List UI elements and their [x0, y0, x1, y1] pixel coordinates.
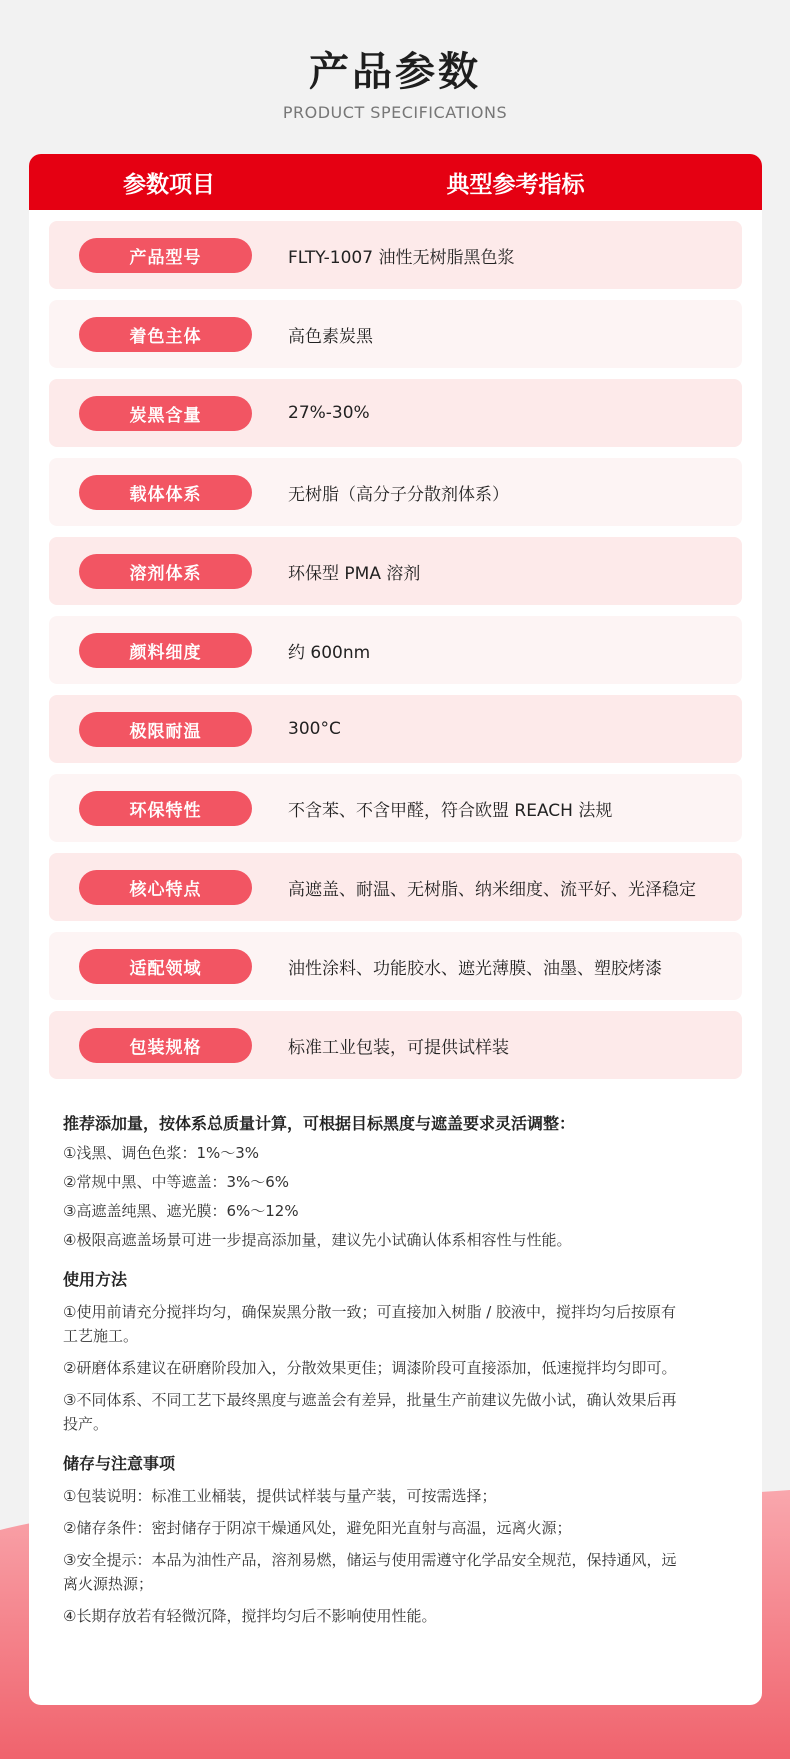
spec-value: 环保型 PMA 溶剂 — [288, 563, 421, 584]
usage-line: ③不同体系、不同工艺下最终黑度与遮盖会有差异，批量生产前建议先做小试，确认效果后再 — [63, 1391, 677, 1409]
spec-label: 适配领域 — [79, 949, 252, 984]
page-title: 产品参数 — [309, 49, 481, 95]
spec-row — [49, 774, 742, 842]
spec-row — [49, 458, 742, 526]
spec-row — [49, 221, 742, 289]
storage-item — [63, 1516, 728, 1540]
storage-item — [63, 1484, 728, 1508]
dosage-item: ①浅黑、调色色浆：1%～3% — [63, 1144, 260, 1162]
spec-rows — [29, 221, 762, 1079]
spec-row — [49, 379, 742, 447]
spec-value: 高色素炭黑 — [288, 326, 373, 347]
spec-row — [49, 853, 742, 921]
storage-line: ③安全提示：本品为油性产品，溶剂易燃，储运与使用需遵守化学品安全规范，保持通风，远 — [63, 1551, 677, 1569]
spec-label: 溶剂体系 — [79, 554, 252, 589]
usage-item — [63, 1300, 728, 1348]
spec-label: 颜料细度 — [79, 633, 252, 668]
storage-line: ①包装说明：标准工业桶装，提供试样装与量产装，可按需选择； — [63, 1487, 497, 1505]
usage-item — [63, 1356, 728, 1380]
storage-heading: 储存与注意事项 — [63, 1454, 176, 1473]
storage-item — [63, 1604, 728, 1628]
usage-line: 工艺施工。 — [63, 1327, 139, 1345]
header-value: 典型参考指标 — [446, 171, 585, 198]
spec-value: 无树脂（高分子分散剂体系） — [288, 484, 509, 505]
spec-value: 不含苯、不含甲醛，符合欧盟 REACH 法规 — [288, 800, 613, 821]
spec-row — [49, 616, 742, 684]
spec-value: 高遮盖、耐温、无树脂、纳米细度、流平好、光泽稳定 — [288, 879, 696, 900]
usage-item — [63, 1388, 728, 1436]
header-param: 参数项目 — [123, 171, 215, 198]
storage-line: 离火源热源； — [63, 1575, 154, 1593]
spec-row — [49, 695, 742, 763]
spec-label: 核心特点 — [79, 870, 252, 905]
spec-value: 油性涂料、功能胶水、遮光薄膜、油墨、塑胶烤漆 — [288, 958, 662, 979]
spec-label: 包装规格 — [79, 1028, 252, 1063]
spec-value: 300°C — [288, 719, 341, 739]
dosage-item: ④极限高遮盖场景可进一步提高添加量，建议先小试确认体系相容性与性能。 — [63, 1231, 572, 1249]
notes-section — [29, 1090, 762, 1628]
spec-row — [49, 300, 742, 368]
usage-line: 投产。 — [63, 1415, 109, 1433]
usage-heading: 使用方法 — [63, 1270, 128, 1289]
usage-line: ①使用前请充分搅拌均匀，确保炭黑分散一致；可直接加入树脂 / 胶液中，搅拌均匀后按原有 — [63, 1303, 677, 1321]
spec-row — [49, 932, 742, 1000]
usage-line: ②研磨体系建议在研磨阶段加入，分散效果更佳；调漆阶段可直接添加，低速搅拌均匀即可。 — [63, 1359, 677, 1377]
dosage-item: ③高遮盖纯黑、遮光膜：6%～12% — [63, 1202, 299, 1220]
spec-label: 极限耐温 — [79, 712, 252, 747]
spec-value: 标准工业包装，可提供试样装 — [288, 1037, 509, 1058]
page-header — [0, 0, 790, 150]
spec-value: FLTY-1007 油性无树脂黑色浆 — [288, 247, 515, 268]
spec-card — [29, 154, 762, 1705]
spec-label: 环保特性 — [79, 791, 252, 826]
dosage-heading: 推荐添加量，按体系总质量计算，可根据目标黑度与遮盖要求灵活调整： — [63, 1114, 576, 1133]
storage-item — [63, 1548, 728, 1596]
storage-line: ④长期存放若有轻微沉降，搅拌均匀后不影响使用性能。 — [63, 1607, 437, 1625]
spec-value: 约 600nm — [288, 642, 371, 663]
spec-row — [49, 537, 742, 605]
storage-line: ②储存条件：密封储存于阴凉干燥通风处，避免阳光直射与高温，远离火源； — [63, 1519, 572, 1537]
page-subtitle: PRODUCT SPECIFICATIONS — [282, 103, 508, 122]
dosage-item: ②常规中黑、中等遮盖：3%～6% — [63, 1173, 290, 1191]
table-header — [29, 154, 762, 210]
spec-label: 产品型号 — [79, 238, 252, 273]
spec-label: 炭黑含量 — [79, 396, 252, 431]
spec-value: 27%-30% — [288, 403, 370, 423]
spec-label: 着色主体 — [79, 317, 252, 352]
spec-label: 载体体系 — [79, 475, 252, 510]
spec-row — [49, 1011, 742, 1079]
